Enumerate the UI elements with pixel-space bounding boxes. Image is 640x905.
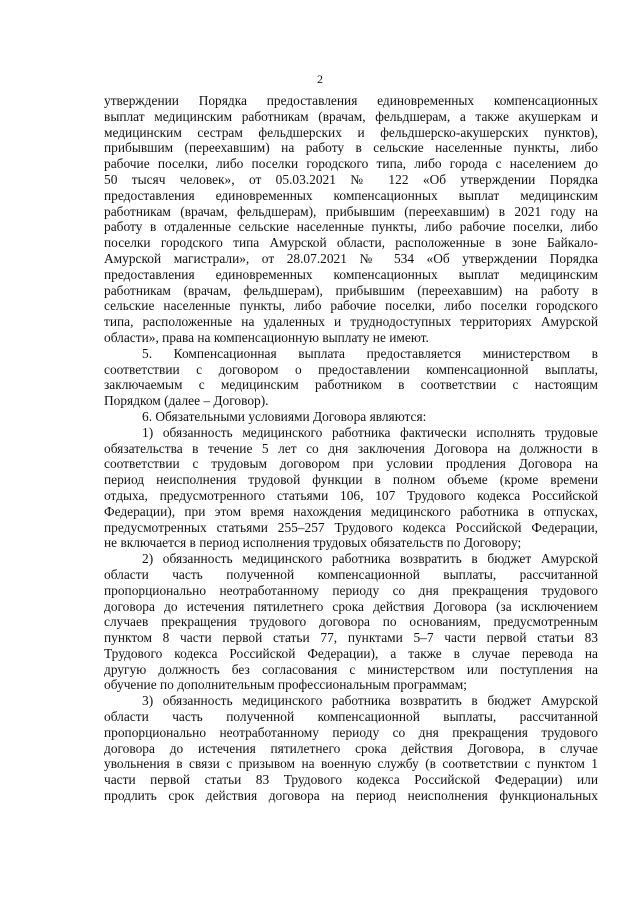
text-line: продлить срок действия договора на период неисполнения функциональных (104, 788, 598, 804)
text-line: 3) обязанность медицинского работника возвратить в бюджет Амурской (142, 693, 598, 709)
text-line: Трудового кодекса Российской Федерации), а также в случае перевода на (104, 645, 598, 661)
text-line: области часть полученной компенсационной выплаты, рассчитанной (104, 566, 598, 582)
text-line: работникам (врачам, фельдшерам), прибывшим (переехавшим) на работу в (104, 282, 598, 298)
text-line: 50 тысяч человек», от 05.03.2021 № 122 «Об утверждении Порядка (104, 171, 598, 187)
text-line: медицинским сестрам фельдшерских и фельдшерско-акушерских пунктов), (104, 124, 598, 140)
text-line: области часть полученной компенсационной выплаты, рассчитанной (104, 709, 598, 725)
text-line: пропорционально неотработанному периоду со дня прекращения трудового (104, 724, 598, 740)
text-line: обучение по дополнительным профессиональным программам; (104, 677, 467, 693)
text-line: обязательства в течение 5 лет со дня заключения Договора на должности в (104, 440, 598, 456)
text-line: части первой статьи 83 Трудового кодекса Российской Федерации) или (104, 772, 598, 788)
text-line: работникам (врачам, фельдшерам), прибывшим (переехавшим) в 2021 году на (104, 203, 598, 219)
text-line: случаев прекращения трудового договора по основаниям, предусмотренным (104, 614, 598, 630)
text-line: не включается в период исполнения трудовых обязательств по Договору; (104, 535, 522, 551)
text-line: поселки городского типа Амурской области, расположенные в зоне Байкало- (104, 235, 598, 251)
text-line: пунктом 8 части первой статьи 77, пунктами 5–7 части первой статьи 83 (104, 630, 598, 646)
document-body (104, 93, 598, 804)
text-line: сельские населенные пункты, либо рабочие поселки, либо поселки городского (104, 298, 598, 314)
text-line: отдыха, предусмотренного статьями 106, 107 Трудового кодекса Российской (104, 487, 598, 503)
text-line: рабочие поселки, либо поселки городского типа, либо города с населением до (104, 156, 598, 172)
text-line: 1) обязанность медицинского работника фактически исполнять трудовые (142, 424, 598, 440)
text-line: договора до истечения пятилетнего срока действия Договора (за исключением (104, 598, 598, 614)
text-line: соответствии с трудовым договором при условии продления Договора на (104, 456, 598, 472)
text-line: договора до истечения пятилетнего срока действия Договора, в случае (104, 740, 598, 756)
text-line: пропорционально неотработанному периоду со дня прекращения трудового (104, 582, 598, 598)
text-line: типа, расположенные на удаленных и труднодоступных территориях Амурской (104, 314, 598, 330)
text-line: увольнения в связи с призывом на военную службу (в соответствии с пунктом 1 (104, 756, 598, 772)
text-line: заключаемым с медицинским работником в соответствии с настоящим (104, 377, 598, 393)
text-line: другую должность без согласования с министерством или поступления на (104, 661, 598, 677)
text-line: предоставления единовременных компенсационных выплат медицинским (104, 187, 598, 203)
page-number: 2 (317, 72, 323, 86)
text-line: соответствии с договором о предоставлении компенсационной выплаты, (104, 361, 598, 377)
text-line: период неисполнения трудовой функции в полном объеме (кроме времени (104, 472, 598, 488)
text-line: предусмотренных статьями 255–257 Трудового кодекса Российской Федерации, (104, 519, 598, 535)
text-line: области», права на компенсационную выплату не имеют. (104, 329, 429, 345)
text-line: работу в отдаленные сельские населенные пункты, либо рабочие поселки, либо (104, 219, 598, 235)
text-line: предоставления единовременных компенсационных выплат медицинским (104, 266, 598, 282)
text-line: Порядком (далее – Договор). (104, 393, 269, 409)
text-line: выплат медицинским работникам (врачам, фельдшерам, а также акушеркам и (104, 108, 598, 124)
text-line: Федерации), при этом время нахождения медицинского работника в отпусках, (104, 503, 598, 519)
text-line: прибывшим (переехавшим) на работу в сельские населенные пункты, либо (104, 140, 598, 156)
text-line: 2) обязанность медицинского работника возвратить в бюджет Амурской (142, 551, 598, 567)
text-line: утверждении Порядка предоставления единовременных компенсационных (104, 93, 598, 108)
text-line: 6. Обязательными условиями Договора являются: (142, 408, 427, 424)
text-line: 5. Компенсационная выплата предоставляется министерством в (142, 345, 598, 361)
text-line: Амурской магистрали», от 28.07.2021 № 534 «Об утверждении Порядка (104, 250, 598, 266)
